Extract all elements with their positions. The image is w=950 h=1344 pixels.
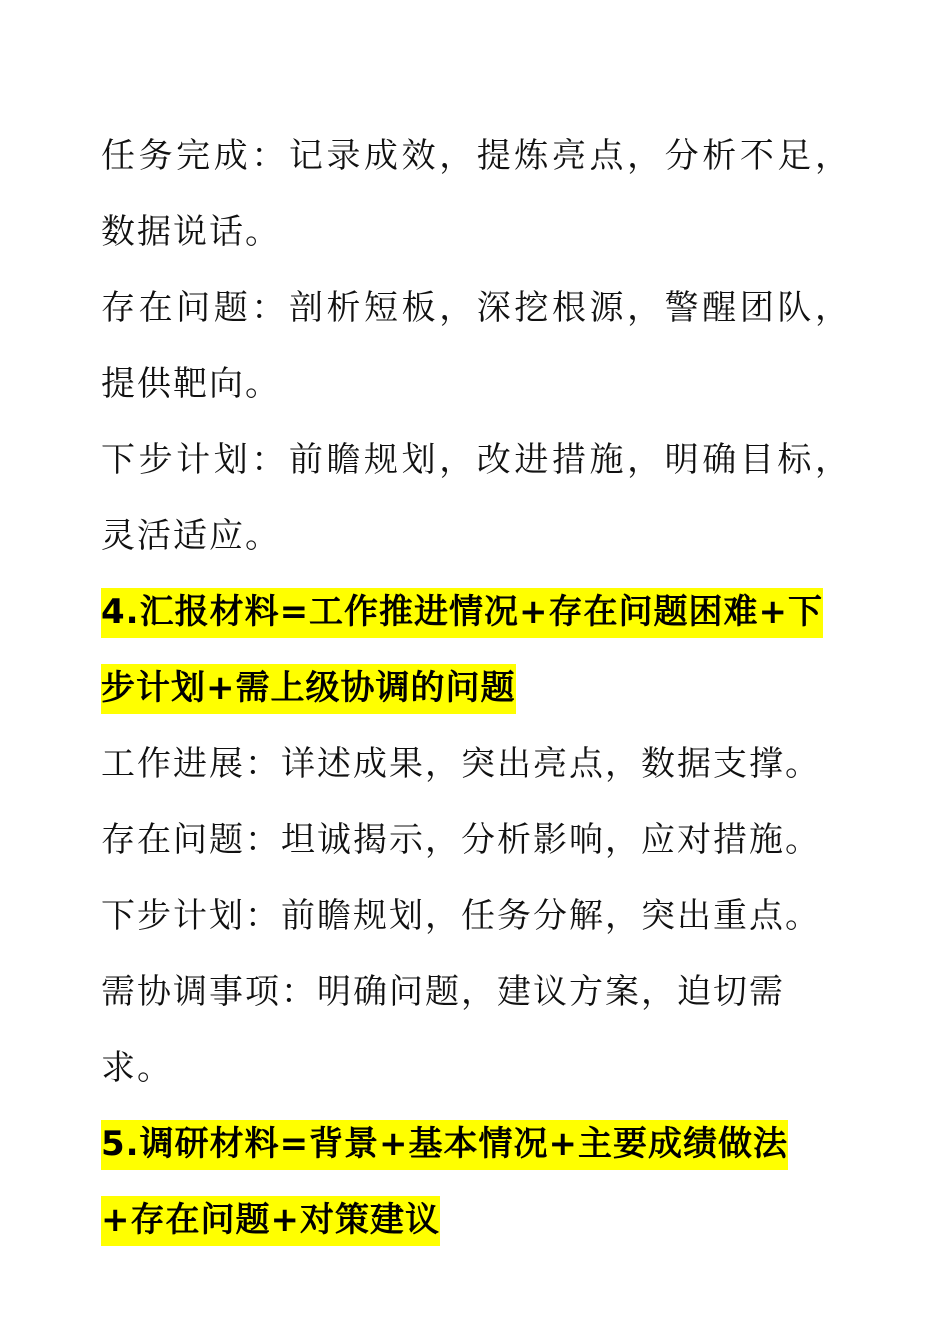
document-body — [101, 118, 851, 1258]
paragraph-report-next-plan: 下步计划：前瞻规划，任务分解，突出重点。 — [101, 896, 821, 936]
paragraph-coordination-items: 需协调事项：明确问题，建议方案，迫切需求。 — [101, 972, 785, 1088]
paragraph-task-completion: 任务完成：记录成效，提炼亮点，分析不足，数据说话。 — [101, 136, 851, 252]
paragraph-work-progress: 工作进展：详述成果，突出亮点，数据支撑。 — [101, 744, 821, 784]
paragraph-next-plan: 下步计划：前瞻规划，改进措施，明确目标，灵活适应。 — [101, 440, 851, 556]
heading-research-material-text: 5.调研材料=背景+基本情况+主要成绩做法+存在问题+对策建议 — [101, 1120, 788, 1246]
paragraph-report-problems: 存在问题：坦诚揭示，分析影响，应对措施。 — [101, 820, 821, 860]
heading-report-material-text: 4.汇报材料=工作推进情况+存在问题困难+下步计划+需上级协调的问题 — [101, 588, 823, 714]
paragraph-existing-problems: 存在问题：剖析短板，深挖根源，警醒团队，提供靶向。 — [101, 288, 851, 404]
heading-research-material — [101, 1106, 851, 1258]
heading-report-material — [101, 574, 851, 726]
